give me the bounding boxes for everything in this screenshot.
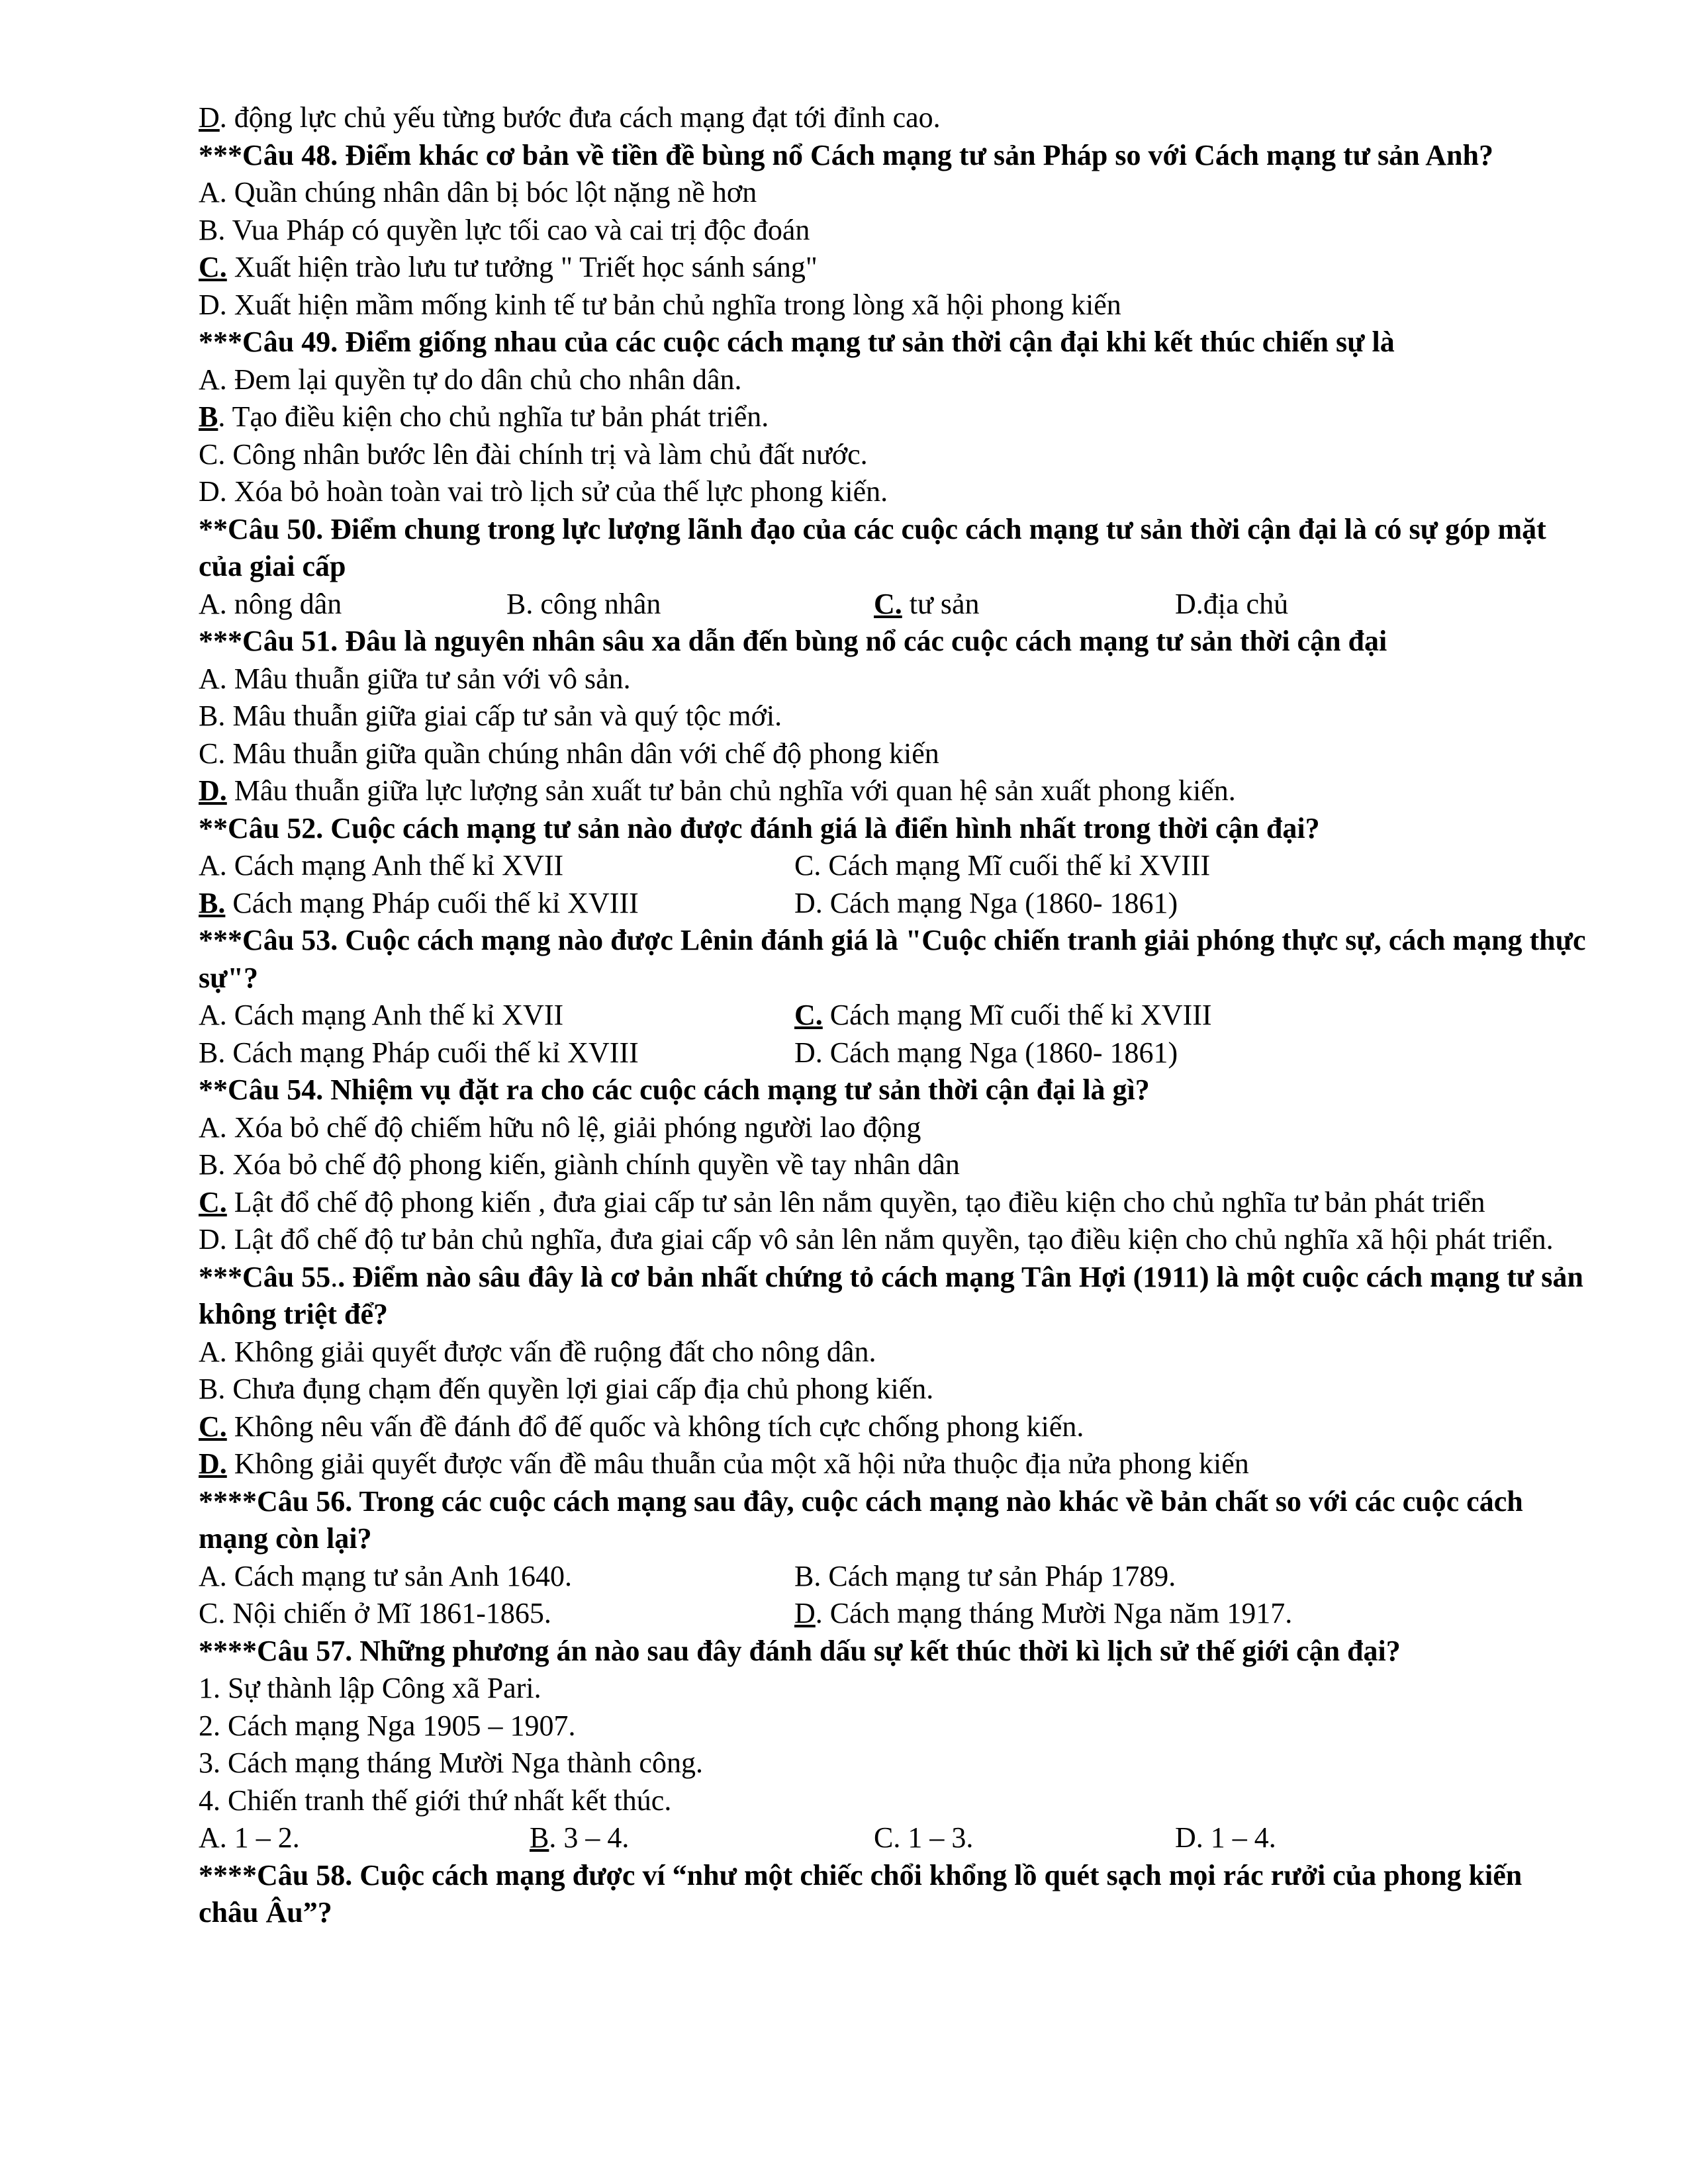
option-line: C. Xuất hiện trào lưu tư tưởng " Triết học sánh sáng" — [199, 251, 818, 283]
option-row: B. Cách mạng Pháp cuối thế kỉ XVIII D. Cách mạng Nga (1860- 1861) — [199, 1036, 1178, 1069]
question-title: ***Câu 55.. Điểm nào sâu đây là cơ bản nhất chứng tỏ cách mạng Tân Hợi (1911) là một cuộc cách mạng tư sản không triệt để? — [199, 1260, 1583, 1330]
question-title: ***Câu 48. Điểm khác cơ bản về tiền đề bùng nổ Cách mạng tư sản Pháp so với Cách mạng tư sản Anh? — [199, 138, 1493, 171]
option-line: D. Xóa bỏ hoàn toàn vai trò lịch sử của thế lực phong kiến. — [199, 475, 888, 508]
option-line: A. Xóa bỏ chế độ chiếm hữu nô lệ, giải phóng người lao động — [199, 1111, 921, 1144]
question-title: ****Câu 57. Những phương án nào sau đây đánh dấu sự kết thúc thời kì lịch sử thế giới cận đại? — [199, 1634, 1401, 1667]
question-title: **Câu 52. Cuộc cách mạng tư sản nào được đánh giá là điển hình nhất trong thời cận đại? — [199, 811, 1320, 844]
option-line: B. Xóa bỏ chế độ phong kiến, giành chính quyền về tay nhân dân — [199, 1148, 960, 1181]
option-row: A. nông dân B. công nhân C. tư sản D.địa chủ — [199, 587, 1289, 620]
question-title: ***Câu 53. Cuộc cách mạng nào được Lênin đánh giá là "Cuộc chiến tranh giải phóng thực sự, cách mạng thực sự"? — [199, 924, 1586, 994]
option-row: A. Cách mạng Anh thế kỉ XVII C. Cách mạng Mĩ cuối thế kỉ XVIII — [199, 999, 1212, 1031]
option-line: B. Tạo điều kiện cho chủ nghĩa tư bản phát triển. — [199, 400, 769, 433]
question-title-rest: . Điểm nào sâu đây là cơ bản nhất chứng tỏ cách mạng Tân Hợi (1911) là một cuộc cách mạng tư sản không triệt để? — [199, 1260, 1583, 1330]
answer-key: B. — [199, 886, 226, 919]
question-title: ****Câu 58. Cuộc cách mạng được ví “như một chiếc chổi khổng lồ quét sạch mọi rác rưởi của phong kiến châu Âu”? — [199, 1858, 1523, 1929]
option-line: D. Không giải quyết được vấn đề mâu thuẫn của một xã hội nửa thuộc địa nửa phong kiến — [199, 1447, 1249, 1480]
option-line: B. Mâu thuẫn giữa giai cấp tư sản và quý tộc mới. — [199, 700, 782, 732]
option-line: D. Mâu thuẫn giữa lực lượng sản xuất tư bản chủ nghĩa với quan hệ sản xuất phong kiến. — [199, 774, 1236, 807]
list-item: 3. Cách mạng tháng Mười Nga thành công. — [199, 1747, 703, 1779]
answer-key: B — [530, 1821, 549, 1854]
option-line: B. Vua Pháp có quyền lực tối cao và cai trị độc đoán — [199, 213, 810, 246]
answer-key: C. — [794, 999, 823, 1031]
option-row: B. Cách mạng Pháp cuối thế kỉ XVIII D. Cách mạng Nga (1860- 1861) — [199, 886, 1178, 919]
option-line: C. Mâu thuẫn giữa quần chúng nhân dân với chế độ phong kiến — [199, 737, 939, 770]
question-title: **Câu 54. Nhiệm vụ đặt ra cho các cuộc cách mạng tư sản thời cận đại là gì? — [199, 1073, 1150, 1106]
option-line: D. Xuất hiện mầm mống kinh tế tư bản chủ nghĩa trong lòng xã hội phong kiến — [199, 288, 1121, 321]
list-item: 4. Chiến tranh thế giới thứ nhất kết thúc. — [199, 1784, 672, 1817]
option-row: A. 1 – 2. B. 3 – 4. C. 1 – 3. D. 1 – 4. — [199, 1821, 1276, 1854]
option-line: D. Lật đổ chế độ tư bản chủ nghĩa, đưa giai cấp vô sản lên nắm quyền, tạo điều kiện cho chủ nghĩa xã hội phát triển. — [199, 1223, 1554, 1255]
option-line: B. Chưa đụng chạm đến quyền lợi giai cấp địa chủ phong kiến. — [199, 1373, 934, 1405]
answer-key: C. — [199, 251, 227, 283]
option-line: A. Quần chúng nhân dân bị bóc lột nặng nề hơn — [199, 176, 757, 208]
list-item: 2. Cách mạng Nga 1905 – 1907. — [199, 1709, 576, 1742]
option-line: A. Mâu thuẫn giữa tư sản với vô sản. — [199, 662, 631, 695]
option-row: A. Cách mạng Anh thế kỉ XVII C. Cách mạng Mĩ cuối thế kỉ XVIII — [199, 849, 1211, 882]
question-title: **Câu 50. Điểm chung trong lực lượng lãnh đạo của các cuộc cách mạng tư sản thời cận đại là có sự góp mặt của giai cấp — [199, 512, 1546, 582]
option-line: C. Công nhân bước lên đài chính trị và làm chủ đất nước. — [199, 437, 868, 471]
document-page — [199, 99, 1589, 1932]
answer-key: C. — [874, 587, 902, 620]
question-title: ***Câu 51. Đâu là nguyên nhân sâu xa dẫn đến bùng nổ các cuộc cách mạng tư sản thời cận đại — [199, 625, 1387, 657]
option-line: D. động lực chủ yếu từng bước đưa cách mạng đạt tới đỉnh cao. — [199, 101, 941, 134]
list-item: 1. Sự thành lập Công xã Pari. — [199, 1672, 541, 1704]
option-line: C. Lật đổ chế độ phong kiến , đưa giai cấp tư sản lên nắm quyền, tạo điều kiện cho chủ nghĩa tư bản phát triển — [199, 1185, 1485, 1218]
answer-key: C. — [199, 1185, 227, 1218]
question-title: ****Câu 56. Trong các cuộc cách mạng sau đây, cuộc cách mạng nào khác về bản chất so với các cuộc cách mạng còn lại? — [199, 1484, 1523, 1555]
answer-key: C. — [199, 1410, 227, 1443]
question-title: ***Câu 49. Điểm giống nhau của các cuộc cách mạng tư sản thời cận đại khi kết thúc chiến sự là — [199, 326, 1395, 358]
answer-key: D — [199, 101, 220, 134]
option-row: A. Cách mạng tư sản Anh 1640. B. Cách mạng tư sản Pháp 1789. — [199, 1559, 1176, 1592]
option-row: C. Nội chiến ở Mĩ 1861-1865. D. Cách mạng tháng Mười Nga năm 1917. — [199, 1597, 1293, 1629]
option-line: C. Không nêu vấn đề đánh đổ đế quốc và không tích cực chống phong kiến. — [199, 1410, 1084, 1443]
answer-key: D. — [199, 774, 227, 807]
answer-key: D. — [199, 1447, 227, 1480]
option-line: A. Không giải quyết được vấn đề ruộng đất cho nông dân. — [199, 1335, 876, 1368]
option-line: A. Đem lại quyền tự do dân chủ cho nhân dân. — [199, 363, 742, 396]
answer-key: D — [794, 1597, 816, 1629]
answer-key: B — [199, 400, 218, 433]
